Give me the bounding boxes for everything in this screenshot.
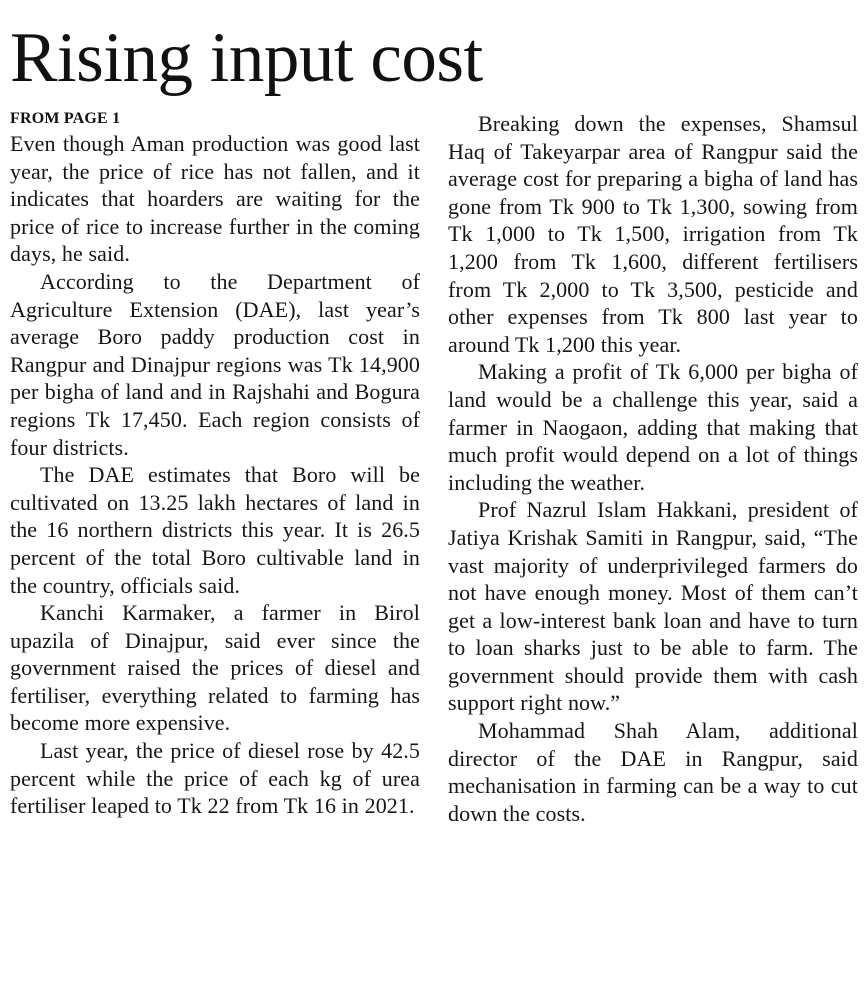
headline: Rising input cost [10,19,483,97]
paragraph: Breaking down the expenses, Shamsul Haq of Takeyarpar area of Rangpur said the average cost for preparing a bigha of land has gone from Tk 900 to Tk 1,300, sowing from Tk 1,000 to Tk 1,500, irrigation from Tk 1,200 from Tk 1,600, different fertilisers from Tk 2,000 to Tk 3,500, pesticide and other expenses from Tk 800 last year to around Tk 1,200 this year. [448,111,858,357]
paragraph: Kanchi Karmaker, a farmer in Birol upazila of Dinajpur, said ever since the government raised the prices of diesel and fertiliser, everything related to farming has become more expensive. [10,600,420,736]
paragraph: Last year, the price of diesel rose by 42.5 percent while the price of each kg of urea fertiliser leaped to Tk 22 from Tk 16 in 2021. [10,738,420,819]
article-column-left [10,108,420,820]
paragraph: Even though Aman production was good last year, the price of rice has not fallen, and it indicates that hoarders are waiting for the price of rice to increase further in the coming days, he said. [10,131,420,267]
paragraph: Prof Nazrul Islam Hakkani, president of Jatiya Krishak Samiti in Rangpur, said, “The vast majority of underprivileged farmers do not have enough money. Most of them can’t get a low-interest bank loan and have to turn to loan sharks just to be able to farm. The government should provide them with cash support right now.” [448,497,858,716]
paragraph: According to the Department of Agriculture Extension (DAE), last year’s average Boro paddy production cost in Rangpur and Dinajpur regions was Tk 14,900 per bigha of land and in Rajshahi and Bogura regions Tk 17,450. Each region consists of four districts. [10,268,420,460]
paragraph: The DAE estimates that Boro will be cultivated on 13.25 lakh hectares of land in the 16 northern districts this year. It is 26.5 percent of the total Boro cultivable land in the country, officials said. [10,462,420,598]
paragraph: Making a profit of Tk 6,000 per bigha of land would be a challenge this year, said a farmer in Naogaon, adding that making that much profit would depend on a lot of things including the weather. [448,359,858,495]
article-column-right [448,110,858,827]
paragraph: Mohammad Shah Alam, additional director of the DAE in Rangpur, said mechanisation in farming can be a way to cut down the costs. [448,718,858,826]
jump-label: FROM PAGE 1 [10,110,121,127]
